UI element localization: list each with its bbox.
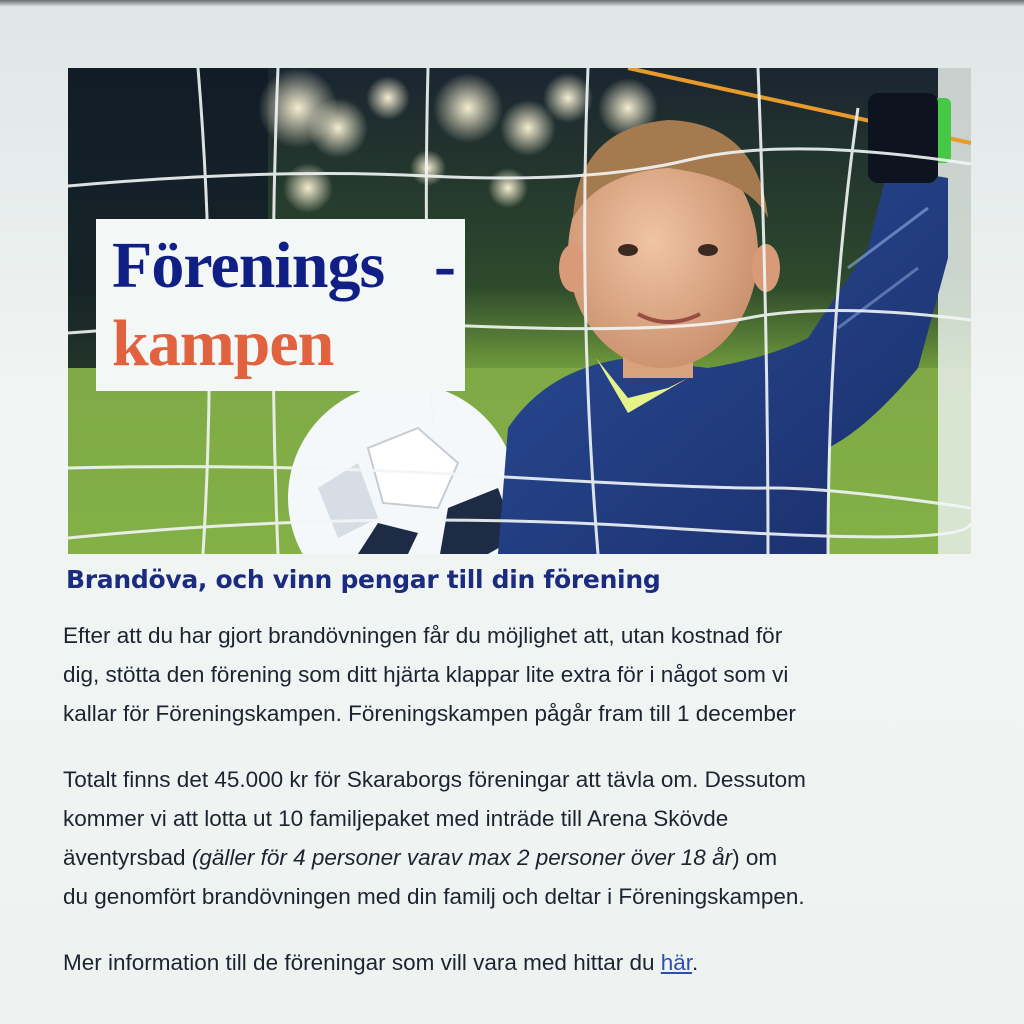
paragraph-line: Efter att du har gjort brandövningen får du möjlighet att, utan kostnad för [63,623,783,648]
article-headline: Brandöva, och vinn pengar till din förening [66,565,661,594]
paragraph-more-info [63,943,983,982]
paragraph-text: Mer information till de föreningar som vill vara med hittar du [63,950,661,975]
logo-text-kampen: kampen [112,307,334,380]
monitor-bezel [0,0,1024,6]
logo-hyphen: - [434,229,456,302]
paragraph-intro [63,616,983,733]
paragraph-text: ) om [732,845,778,870]
logo-text-forenings: Förenings [112,229,385,302]
paragraph-line: Totalt finns det 45.000 kr för Skaraborgs föreningar att tävla om. Dessutom [63,767,806,792]
paragraph-prizes [63,760,983,916]
paragraph-line [63,838,983,877]
more-info-link[interactable]: här [660,950,693,975]
paragraph-line: kallar för Föreningskampen. Föreningskampen pågår fram till 1 december [63,701,796,726]
paragraph-text: . [692,950,699,975]
paragraph-italic-note: (gäller för 4 personer varav max 2 personer över 18 år [191,845,733,870]
paragraph-text: äventyrsbad [63,845,192,870]
paragraph-line [63,943,983,982]
paragraph-line: du genomfört brandövningen med din familj och deltar i Föreningskampen. [63,884,805,909]
paragraph-line: kommer vi att lotta ut 10 familjepaket med inträde till Arena Skövde [63,806,729,831]
paragraph-line: dig, stötta den förening som ditt hjärta klappar lite extra för i något som vi [63,662,789,687]
